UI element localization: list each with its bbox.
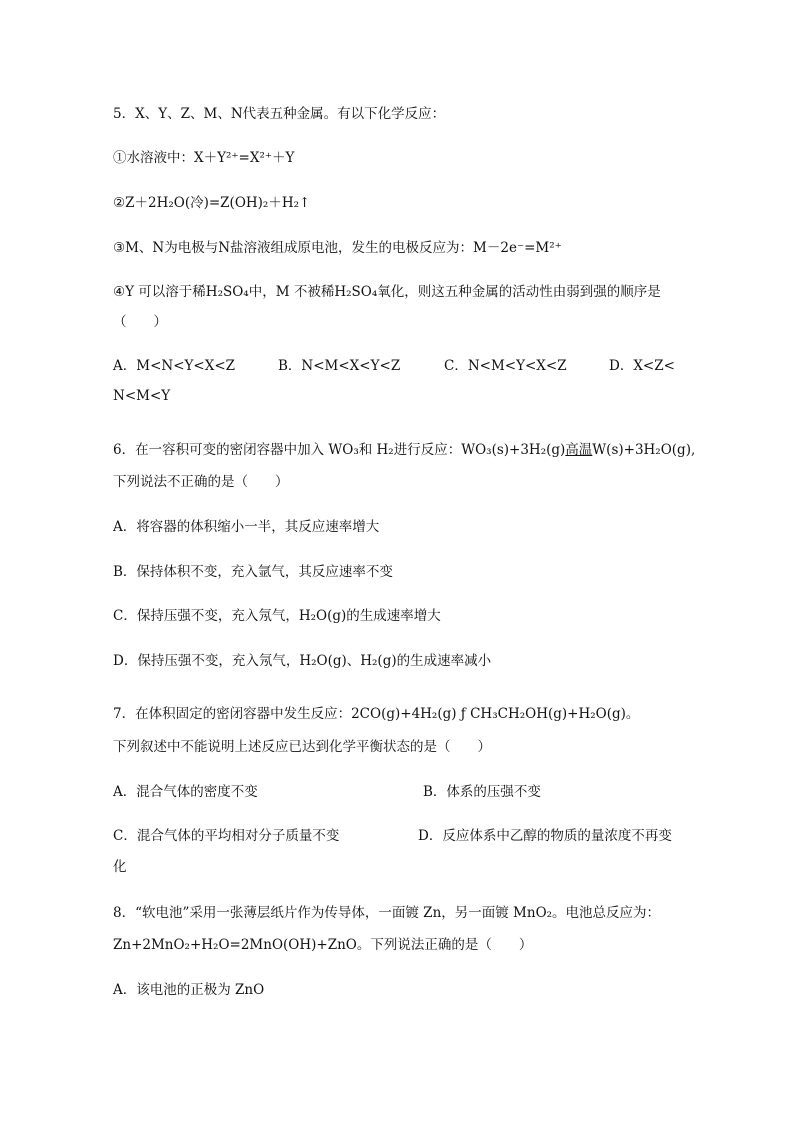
q5-stem: 5．X、Y、Z、M、N代表五种金属。有以下化学反应： <box>113 106 446 122</box>
q7-stem-a: 7．在体积固定的密闭容器中发生反应： <box>113 706 352 722</box>
q6-stem-2: 下列说法不正确的是（ ） <box>113 474 289 490</box>
q5-option-d-cont: N<M<Y <box>113 388 171 404</box>
q6-stem-a: 6．在一容积可变的密闭容器中加入 WO₃和 H₂进行反应：WO₃(s)+3H₂(g) <box>113 442 566 458</box>
q5-reaction-3: ③M、N为电极与N盐溶液组成原电池，发生的电极反应为：M－2e⁻=M²⁺ <box>113 240 562 256</box>
q6-stem <box>113 440 695 460</box>
q6-option-c: C．保持压强不变，充入氖气，H₂O(g)的生成速率增大 <box>113 608 441 624</box>
q7-option-d-cont: 化 <box>113 859 127 875</box>
q5-option-c: C．N<M<Y<X<Z <box>444 358 567 374</box>
q5-reaction-1: ①水溶液中：X＋Y²⁺=X²⁺＋Y <box>113 150 295 166</box>
q8-stem: 8．“软电池”采用一张薄层纸片作为传导体，一面镀 Zn，另一面镀 MnO₂。电池总反应为： <box>113 905 661 921</box>
q7-option-a: A．混合气体的密度不变 <box>113 784 258 800</box>
q6-option-d: D．保持压强不变，充入氖气，H₂O(g)、H₂(g)的生成速率减小 <box>113 653 492 669</box>
q6-option-b: B．保持体积不变，充入氩气，其反应速率不变 <box>113 564 393 580</box>
q7-equation: 2CO(g)+4H₂(g) ƒ CH₃CH₂OH(g)+H₂O(g)。 <box>351 706 640 722</box>
q5-answer-paren: （ ） <box>113 314 167 330</box>
q7-option-d: D．反应体系中乙醇的物质的量浓度不再变 <box>418 828 672 844</box>
q7-stem-2: 下列叙述中不能说明上述反应已达到化学平衡状态的是（ ） <box>113 739 491 755</box>
q6-option-a: A．将容器的体积缩小一半，其反应速率增大 <box>113 519 380 535</box>
q6-condition: 高温 <box>565 442 593 458</box>
q7-option-b: B．体系的压强不变 <box>423 784 541 800</box>
q7-stem <box>113 704 639 724</box>
q5-option-a: A．M<N<Y<X<Z <box>113 358 236 374</box>
q8-stem-2: Zn+2MnO₂+H₂O=2MnO(OH)+ZnO。下列说法正确的是（ ） <box>113 937 533 953</box>
q5-option-b: B．N<M<X<Y<Z <box>278 358 401 374</box>
q8-option-a: A．该电池的正极为 ZnO <box>113 982 265 998</box>
q5-reaction-4: ④Y 可以溶于稀H₂SO₄中，M 不被稀H₂SO₄氧化，则这五种金属的活动性由弱到强的顺序是 <box>113 284 661 300</box>
q7-option-c: C．混合气体的平均相对分子质量不变 <box>113 828 340 844</box>
q5-option-d: D．X<Z< <box>609 358 675 374</box>
q6-stem-b: W(s)+3H₂O(g), <box>592 442 696 458</box>
q5-reaction-2: ②Z＋2H₂O(冷)=Z(OH)₂＋H₂↑ <box>113 195 311 211</box>
